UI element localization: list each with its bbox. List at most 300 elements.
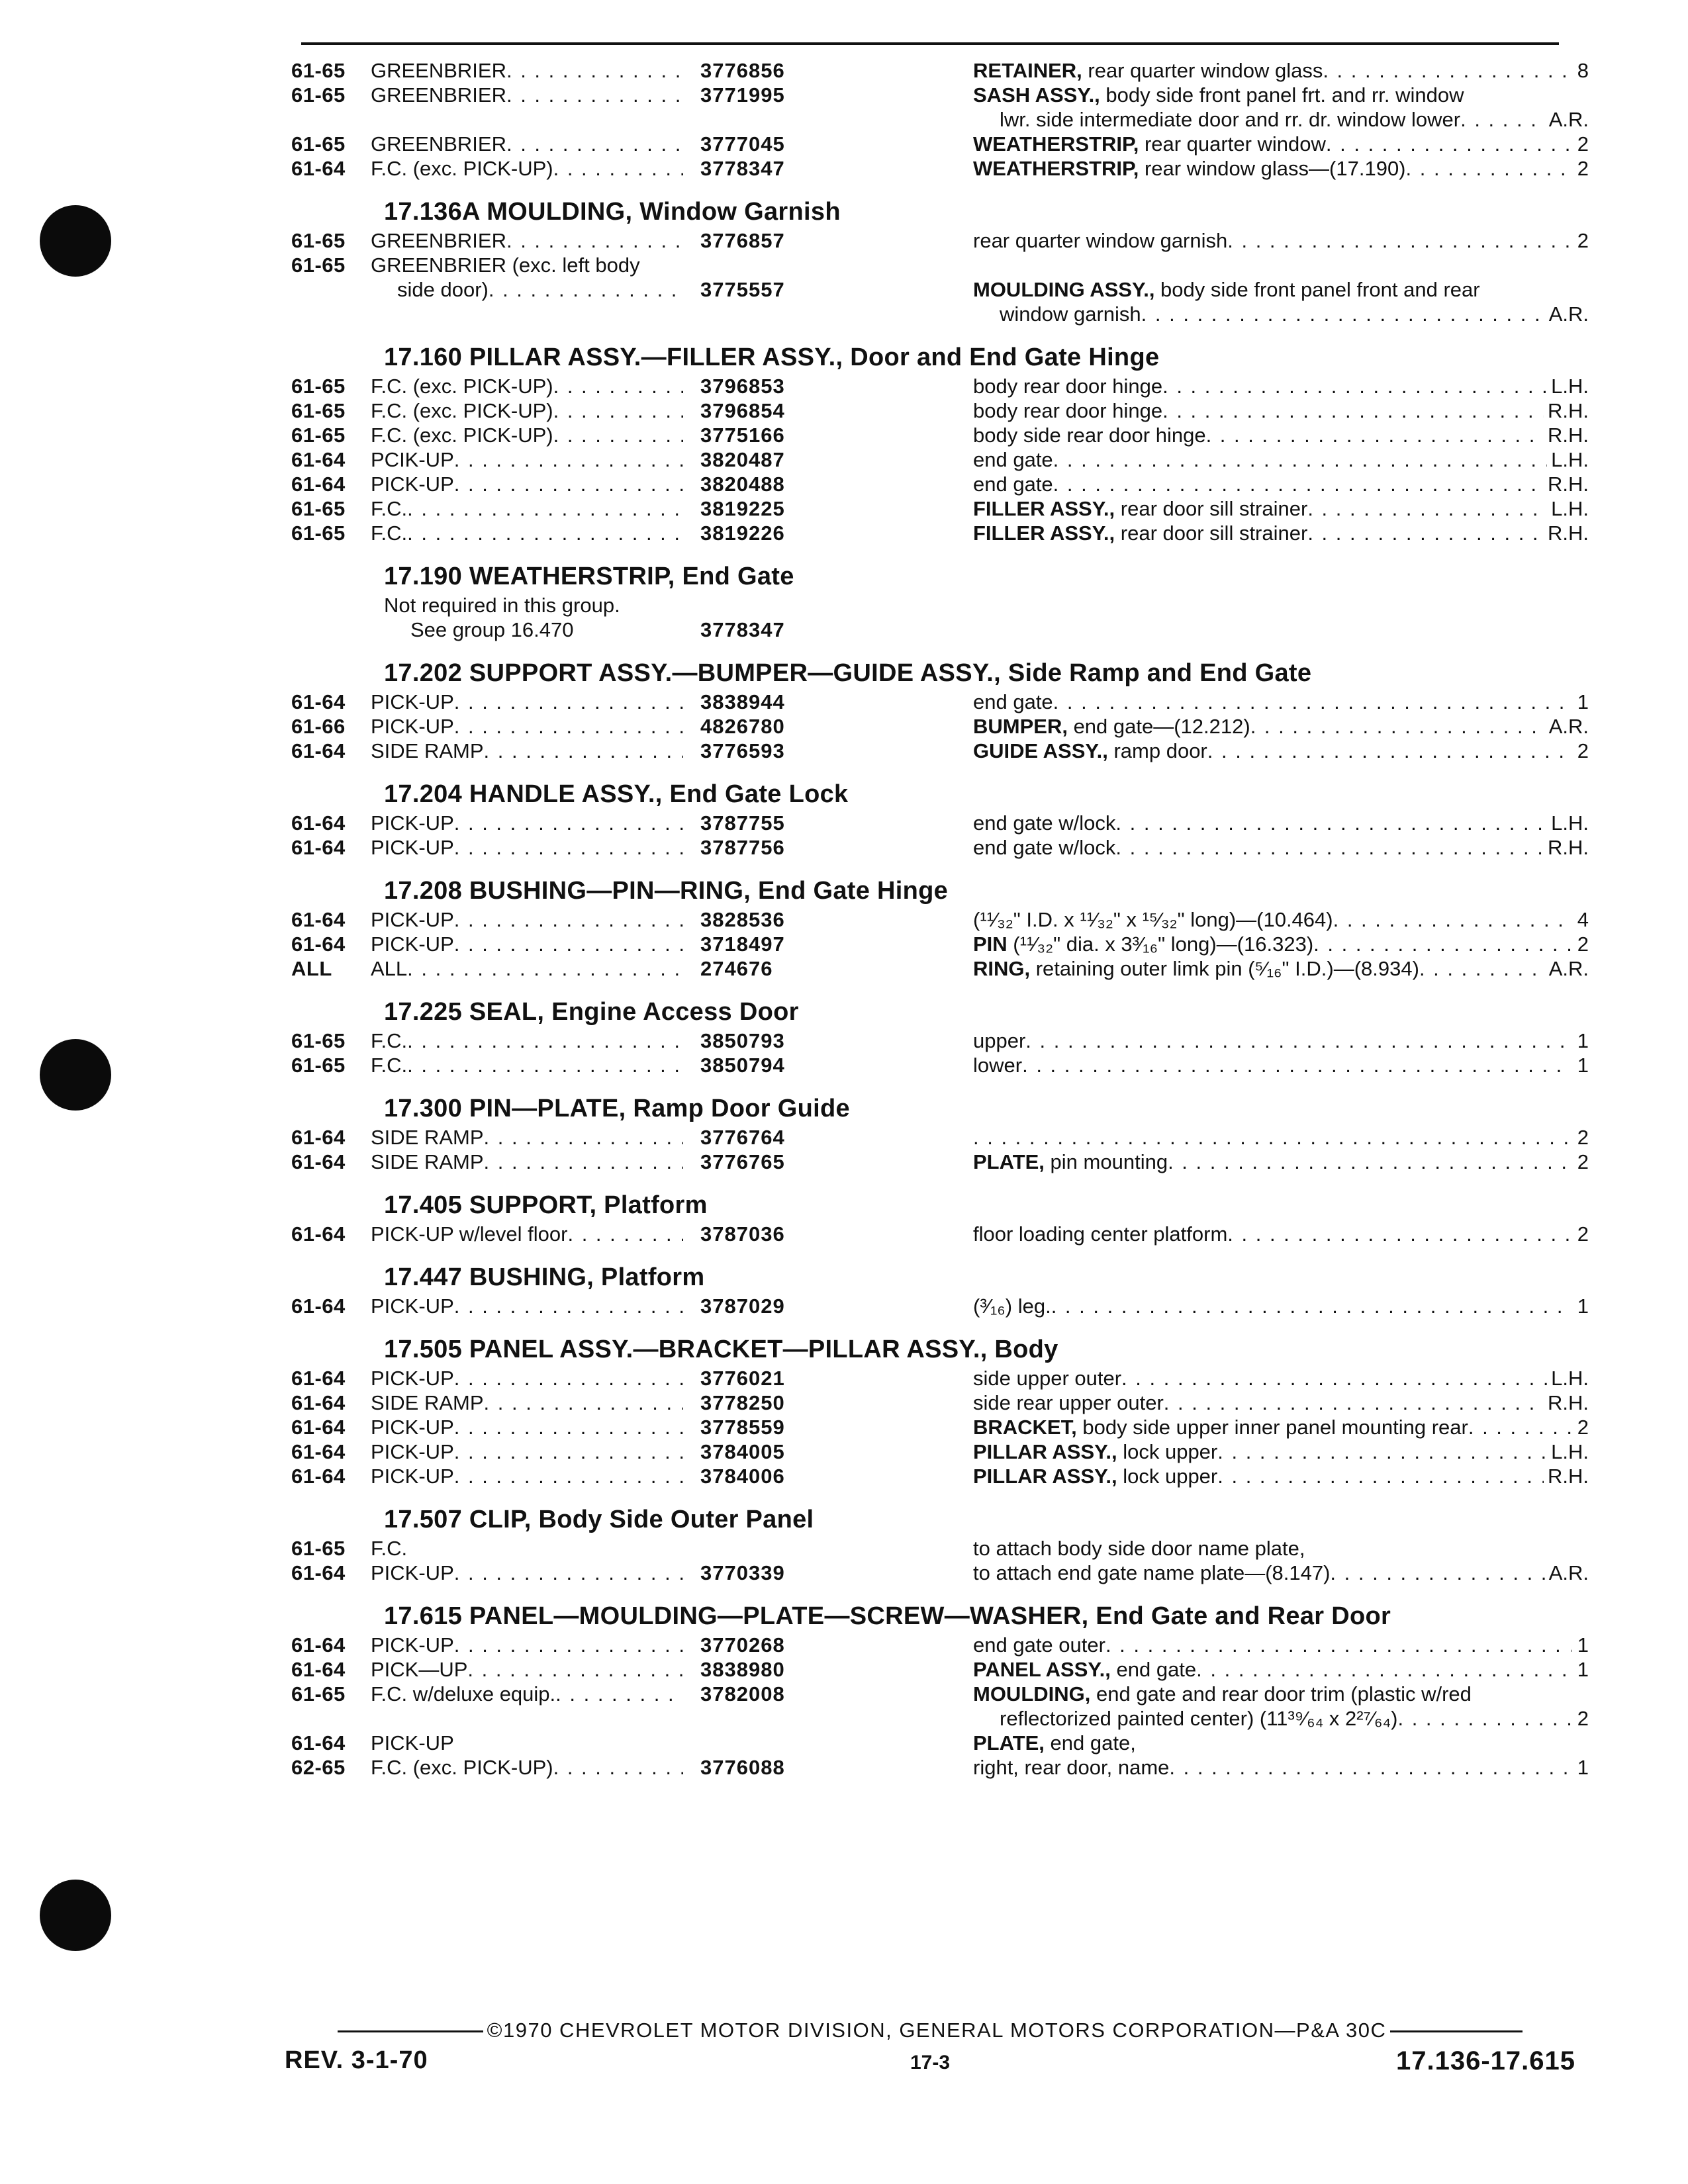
description-leader-dots bbox=[1330, 1561, 1544, 1585]
model-leader-dots bbox=[407, 1028, 683, 1053]
description-text bbox=[973, 423, 1206, 447]
description-text bbox=[973, 1682, 1472, 1706]
parts-row bbox=[291, 1366, 1589, 1390]
model-cell bbox=[371, 253, 695, 277]
description-line bbox=[973, 1755, 1589, 1780]
description-text bbox=[973, 1028, 1025, 1053]
model-leader-dots bbox=[454, 1294, 683, 1318]
model-years: 61-64 bbox=[291, 933, 346, 956]
part-name: RETAINER, bbox=[973, 59, 1082, 82]
description-cell bbox=[973, 956, 1589, 981]
revision-date: REV. 3-1-70 bbox=[285, 2046, 428, 2074]
description-cell bbox=[973, 1125, 1589, 1150]
part-number: 3776088 bbox=[700, 1756, 785, 1779]
part-description: end gate bbox=[973, 690, 1053, 713]
model-cell bbox=[371, 1053, 695, 1077]
model-leader-dots bbox=[454, 472, 683, 496]
model-years: 61-64 bbox=[291, 836, 346, 859]
group-range: 17.136-17.615 bbox=[1395, 2046, 1575, 2075]
description-line bbox=[973, 521, 1589, 545]
model-leader-dots bbox=[567, 1222, 683, 1246]
binder-hole-middle bbox=[40, 1039, 111, 1111]
parts-row bbox=[291, 714, 1589, 739]
part-number: 3820487 bbox=[700, 448, 785, 471]
description-cell bbox=[973, 374, 1589, 398]
quantity: R.H. bbox=[1548, 1391, 1589, 1414]
description-cell bbox=[973, 132, 1589, 156]
part-name: PLATE, bbox=[973, 1731, 1045, 1754]
part-description: end gate bbox=[973, 473, 1053, 496]
parts-row bbox=[291, 58, 1589, 83]
description-cell bbox=[973, 1561, 1589, 1585]
model-years: 61-64 bbox=[291, 1465, 346, 1488]
description-leader-dots bbox=[1053, 447, 1547, 472]
parts-row bbox=[291, 1053, 1589, 1077]
part-number: 3775166 bbox=[700, 424, 785, 447]
description-line bbox=[973, 811, 1589, 835]
part-description: (¹¹⁄₃₂" I.D. x ¹¹⁄₃₂" x ¹⁵⁄₃₂" long)—(10.464) bbox=[973, 908, 1333, 931]
description-leader-dots bbox=[1307, 496, 1547, 521]
part-number: 3782008 bbox=[700, 1682, 785, 1706]
description-text bbox=[973, 496, 1307, 521]
description-text bbox=[973, 1415, 1468, 1439]
part-number: 3778347 bbox=[700, 157, 785, 180]
model-years: 61-65 bbox=[291, 497, 346, 520]
model-name: PICK-UP bbox=[371, 908, 454, 931]
parts-row bbox=[291, 521, 1589, 545]
quantity: 2 bbox=[1577, 1222, 1589, 1246]
quantity: 2 bbox=[1577, 739, 1589, 762]
part-description: end gate bbox=[973, 448, 1053, 471]
description-line bbox=[973, 83, 1589, 107]
model-cell bbox=[371, 1222, 695, 1246]
description-text bbox=[973, 58, 1323, 83]
description-line bbox=[973, 1028, 1589, 1053]
description-cell bbox=[973, 811, 1589, 835]
model-years: 61-64 bbox=[291, 1416, 346, 1439]
description-line bbox=[973, 1366, 1589, 1390]
model-leader-dots bbox=[454, 1439, 683, 1464]
model-cell bbox=[371, 1028, 695, 1053]
model-name: PICK—UP bbox=[371, 1658, 468, 1681]
part-number: 3778250 bbox=[700, 1391, 785, 1414]
part-number: 3850794 bbox=[700, 1054, 785, 1077]
description-leader-dots bbox=[1250, 714, 1545, 739]
part-description: end gate—(12.212) bbox=[1067, 715, 1250, 738]
model-years: 61-64 bbox=[291, 1367, 346, 1390]
part-description: end gate bbox=[1110, 1658, 1197, 1681]
parts-row bbox=[291, 423, 1589, 447]
model-leader-dots bbox=[484, 739, 683, 763]
quantity: 2 bbox=[1577, 132, 1589, 156]
description-leader-dots bbox=[1105, 1633, 1571, 1657]
model-leader-dots bbox=[553, 374, 683, 398]
description-leader-dots bbox=[1115, 835, 1544, 860]
group-note: Not required in this group. bbox=[384, 594, 620, 617]
model-years: 61-64 bbox=[291, 690, 346, 713]
description-line bbox=[973, 398, 1589, 423]
model-name: PICK-UP w/level floor bbox=[371, 1222, 568, 1246]
model-name: PICK-UP bbox=[371, 1731, 454, 1754]
part-description: rear window glass—(17.190) bbox=[1139, 157, 1406, 180]
part-name: PIN bbox=[973, 933, 1008, 956]
description-text bbox=[973, 907, 1333, 932]
parts-row bbox=[291, 277, 1589, 326]
model-leader-dots bbox=[484, 1150, 683, 1174]
part-description: lock upper bbox=[1117, 1465, 1218, 1488]
description-cell bbox=[973, 1415, 1589, 1439]
description-line bbox=[973, 58, 1589, 83]
model-name: PICK-UP bbox=[371, 836, 454, 859]
description-leader-dots bbox=[1162, 374, 1547, 398]
model-leader-dots bbox=[555, 1682, 683, 1706]
part-name: PLATE, bbox=[973, 1150, 1045, 1173]
parts-group bbox=[291, 341, 1589, 545]
part-number: 3776856 bbox=[700, 59, 785, 82]
part-description: (³⁄₁₆) leg. bbox=[973, 1295, 1051, 1318]
model-name: PICK-UP bbox=[371, 1561, 454, 1584]
part-name: WEATHERSTRIP, bbox=[973, 132, 1139, 156]
description-leader-dots bbox=[1227, 228, 1571, 253]
model-name: SIDE RAMP bbox=[371, 1391, 484, 1414]
model-years: 61-65 bbox=[291, 229, 346, 252]
part-number bbox=[695, 1536, 973, 1561]
quantity: A.R. bbox=[1548, 957, 1589, 980]
quantity: 2 bbox=[1577, 933, 1589, 956]
description-line bbox=[973, 956, 1589, 981]
part-name: PILLAR ASSY., bbox=[973, 1440, 1117, 1463]
description-leader-dots bbox=[1053, 690, 1571, 714]
description-leader-dots bbox=[1051, 1294, 1571, 1318]
group-heading: 17.190 WEATHERSTRIP, End Gate bbox=[384, 563, 794, 590]
description-continuation bbox=[973, 302, 1589, 326]
description-text bbox=[973, 1150, 1168, 1174]
model-cell bbox=[371, 156, 695, 181]
model-cell bbox=[371, 1633, 695, 1657]
part-description: side rear upper outer bbox=[973, 1391, 1164, 1414]
description-text bbox=[973, 1731, 1136, 1755]
model-years: 62-65 bbox=[291, 1756, 346, 1779]
description-line bbox=[973, 1053, 1589, 1077]
part-number: 3820488 bbox=[700, 473, 785, 496]
continuation-leader-dots bbox=[1460, 107, 1545, 132]
description-cell bbox=[973, 1390, 1589, 1415]
description-line bbox=[973, 1536, 1589, 1561]
part-description: rear quarter window glass bbox=[1082, 59, 1323, 82]
parts-row bbox=[291, 1028, 1589, 1053]
description-cell bbox=[973, 1294, 1589, 1318]
quantity: L.H. bbox=[1551, 448, 1589, 471]
parts-row bbox=[291, 1125, 1589, 1150]
model-name: F.C. (exc. PICK-UP) bbox=[371, 375, 553, 398]
quantity: L.H. bbox=[1551, 1440, 1589, 1463]
parts-row bbox=[291, 1731, 1589, 1755]
part-number: 3796854 bbox=[700, 399, 785, 422]
model-leader-dots bbox=[484, 1125, 683, 1150]
group-heading: 17.225 SEAL, Engine Access Door bbox=[384, 998, 799, 1026]
description-text bbox=[973, 132, 1326, 156]
top-rule bbox=[301, 42, 1559, 45]
parts-group bbox=[291, 1600, 1589, 1780]
quantity: R.H. bbox=[1548, 836, 1589, 859]
description-cell bbox=[973, 739, 1589, 763]
model-leader-dots bbox=[553, 423, 683, 447]
description-text bbox=[973, 277, 1480, 302]
model-cell bbox=[371, 1125, 695, 1150]
description-text bbox=[973, 739, 1207, 763]
quantity: R.H. bbox=[1548, 1465, 1589, 1488]
description-line bbox=[973, 739, 1589, 763]
description-cell bbox=[973, 1150, 1589, 1174]
model-cell bbox=[371, 521, 695, 545]
group-heading: 17.208 BUSHING—PIN—RING, End Gate Hinge bbox=[384, 877, 949, 905]
description-text bbox=[973, 1294, 1051, 1318]
description-cell bbox=[973, 1682, 1589, 1731]
description-line bbox=[973, 835, 1589, 860]
model-cell bbox=[371, 1150, 695, 1174]
part-name: SASH ASSY., bbox=[973, 83, 1100, 107]
model-years: 61-64 bbox=[291, 1731, 346, 1754]
parts-row bbox=[291, 1390, 1589, 1415]
description-text bbox=[973, 1536, 1305, 1561]
continuation-leader-dots bbox=[1141, 302, 1545, 326]
part-number: 3770339 bbox=[700, 1561, 785, 1584]
binder-hole-top bbox=[40, 205, 111, 277]
description-leader-dots bbox=[1217, 1464, 1544, 1488]
description-cell bbox=[973, 1222, 1589, 1246]
model-years: 61-64 bbox=[291, 908, 346, 931]
group-heading: 17.507 CLIP, Body Side Outer Panel bbox=[384, 1506, 814, 1533]
model-years: 61-64 bbox=[291, 473, 346, 496]
model-years: ALL bbox=[291, 957, 332, 980]
part-description: rear door sill strainer bbox=[1115, 497, 1308, 520]
model-years: 61-64 bbox=[291, 1126, 346, 1149]
model-cell bbox=[371, 58, 695, 83]
part-number: 3787029 bbox=[700, 1295, 785, 1318]
quantity: 2 bbox=[1577, 1126, 1589, 1149]
parts-row bbox=[291, 1657, 1589, 1682]
model-name: PICK-UP bbox=[371, 715, 454, 738]
parts-group bbox=[291, 1189, 1589, 1246]
page-number: 17-3 bbox=[910, 2052, 951, 2073]
model-cell bbox=[371, 496, 695, 521]
parts-catalog-page bbox=[291, 58, 1589, 1780]
model-cell bbox=[371, 956, 695, 981]
model-leader-dots bbox=[454, 447, 683, 472]
model-cell bbox=[371, 374, 695, 398]
description-text bbox=[973, 956, 1419, 981]
model-years: 61-64 bbox=[291, 1295, 346, 1318]
part-description: end gate w/lock bbox=[973, 836, 1116, 859]
group-note-reference bbox=[291, 617, 1589, 642]
model-name: F.C. bbox=[371, 1054, 408, 1077]
description-cell bbox=[973, 1366, 1589, 1390]
model-cell bbox=[371, 932, 695, 956]
part-description: (¹¹⁄₃₂" dia. x 3³⁄₁₆" long)—(16.323) bbox=[1007, 933, 1314, 956]
parts-group bbox=[291, 195, 1589, 326]
model-years: 61-64 bbox=[291, 739, 346, 762]
part-number: 3819226 bbox=[700, 522, 785, 545]
parts-row bbox=[291, 932, 1589, 956]
model-cell bbox=[371, 1682, 695, 1731]
quantity: 1 bbox=[1577, 1054, 1589, 1077]
model-name: GREENBRIER bbox=[371, 83, 506, 107]
quantity: 4 bbox=[1577, 908, 1589, 931]
model-leader-dots bbox=[506, 58, 683, 83]
description-text bbox=[973, 1439, 1217, 1464]
model-years: 61-65 bbox=[291, 83, 346, 107]
part-description: side upper outer bbox=[973, 1367, 1122, 1390]
part-number: 3787036 bbox=[700, 1222, 785, 1246]
part-number: 3770268 bbox=[700, 1633, 785, 1657]
parts-row bbox=[291, 447, 1589, 472]
parts-row bbox=[291, 835, 1589, 860]
part-number: 3776593 bbox=[700, 739, 785, 762]
description-line bbox=[973, 253, 1589, 277]
model-leader-dots bbox=[489, 277, 683, 302]
quantity: A.R. bbox=[1548, 1561, 1589, 1584]
model-cell bbox=[371, 835, 695, 860]
part-number: 3838980 bbox=[700, 1658, 785, 1681]
part-description: rear door sill strainer bbox=[1115, 522, 1308, 545]
model-name: PICK-UP bbox=[371, 1465, 454, 1488]
description-leader-dots bbox=[1169, 1755, 1571, 1780]
description-line bbox=[973, 714, 1589, 739]
parts-row bbox=[291, 1633, 1589, 1657]
parts-row bbox=[291, 1150, 1589, 1174]
model-cell bbox=[371, 811, 695, 835]
description-leader-dots bbox=[1419, 956, 1545, 981]
parts-group bbox=[291, 995, 1589, 1077]
part-description: rear quarter window bbox=[1139, 132, 1326, 156]
part-number: 3838944 bbox=[700, 690, 785, 713]
description-line bbox=[973, 907, 1589, 932]
model-leader-dots bbox=[454, 690, 683, 714]
description-leader-dots bbox=[1323, 58, 1571, 83]
group-heading: 17.615 PANEL—MOULDING—PLATE—SCREW—WASHER, End Gate and Rear Door bbox=[384, 1602, 1391, 1630]
description-line bbox=[973, 472, 1589, 496]
description-cell bbox=[973, 83, 1589, 132]
description-cell bbox=[973, 1053, 1589, 1077]
description-leader-dots bbox=[1162, 398, 1544, 423]
part-description: body side upper inner panel mounting rear bbox=[1076, 1416, 1468, 1439]
description-text bbox=[973, 1222, 1227, 1246]
continuation-text: window garnish bbox=[1000, 302, 1141, 326]
model-name: GREENBRIER bbox=[371, 229, 506, 252]
part-name: MOULDING, bbox=[973, 1682, 1091, 1706]
quantity: 1 bbox=[1577, 1633, 1589, 1657]
parts-row bbox=[291, 1755, 1589, 1780]
model-name: ALL bbox=[371, 957, 408, 980]
part-description: end gate and rear door trim (plastic w/red bbox=[1090, 1682, 1472, 1706]
description-line bbox=[973, 932, 1589, 956]
model-cell bbox=[371, 472, 695, 496]
part-number bbox=[695, 253, 973, 277]
description-cell bbox=[973, 1731, 1589, 1755]
description-text bbox=[973, 472, 1053, 496]
part-number: 3796853 bbox=[700, 375, 785, 398]
parts-row bbox=[291, 496, 1589, 521]
part-name: FILLER ASSY., bbox=[973, 497, 1115, 520]
model-name: F.C. w/deluxe equip. bbox=[371, 1682, 556, 1706]
model-leader-dots bbox=[454, 714, 683, 739]
description-leader-dots bbox=[1326, 132, 1571, 156]
description-cell bbox=[973, 1755, 1589, 1780]
description-line bbox=[973, 156, 1589, 181]
model-name: SIDE RAMP bbox=[371, 1126, 484, 1149]
model-cell bbox=[371, 1294, 695, 1318]
quantity: A.R. bbox=[1548, 715, 1589, 738]
model-years: 61-65 bbox=[291, 1054, 346, 1077]
description-cell bbox=[973, 228, 1589, 253]
description-line bbox=[973, 1390, 1589, 1415]
model-name: F.C. (exc. PICK-UP) bbox=[371, 399, 553, 422]
model-years: 61-64 bbox=[291, 1440, 346, 1463]
part-description: body side rear door hinge bbox=[973, 424, 1206, 447]
description-cell bbox=[973, 423, 1589, 447]
part-description: retaining outer limk pin (⁵⁄₁₆" I.D.)—(8.934) bbox=[1030, 957, 1419, 980]
part-number: 3776765 bbox=[700, 1150, 785, 1173]
model-cell bbox=[371, 690, 695, 714]
model-leader-dots bbox=[454, 1415, 683, 1439]
model-leader-dots bbox=[553, 156, 683, 181]
parts-row bbox=[291, 1561, 1589, 1585]
description-line bbox=[973, 277, 1589, 302]
model-cell bbox=[371, 398, 695, 423]
part-description: end gate outer bbox=[973, 1633, 1105, 1657]
description-cell bbox=[973, 277, 1589, 326]
description-leader-dots bbox=[1217, 1439, 1547, 1464]
model-name: F.C. bbox=[371, 1537, 408, 1560]
part-number: 4826780 bbox=[700, 715, 785, 738]
continuation-quantity: 2 bbox=[1577, 1707, 1589, 1730]
description-cell bbox=[973, 253, 1589, 277]
description-line bbox=[973, 1682, 1589, 1706]
part-description: body side front panel front and rear bbox=[1154, 278, 1480, 301]
part-name: PANEL ASSY., bbox=[973, 1658, 1111, 1681]
parts-row bbox=[291, 374, 1589, 398]
description-leader-dots bbox=[1207, 739, 1571, 763]
description-cell bbox=[973, 714, 1589, 739]
part-name: FILLER ASSY., bbox=[973, 522, 1115, 545]
model-cell bbox=[371, 1439, 695, 1464]
part-name: GUIDE ASSY., bbox=[973, 739, 1108, 762]
description-line bbox=[973, 1222, 1589, 1246]
model-leader-dots bbox=[454, 835, 683, 860]
parts-row bbox=[291, 1464, 1589, 1488]
model-leader-dots bbox=[454, 1561, 683, 1585]
model-leader-dots bbox=[454, 1633, 683, 1657]
quantity: 2 bbox=[1577, 229, 1589, 252]
description-leader-dots bbox=[1025, 1028, 1571, 1053]
part-number: 3850793 bbox=[700, 1029, 785, 1052]
model-name: PICK-UP bbox=[371, 473, 454, 496]
parts-row bbox=[291, 690, 1589, 714]
model-leader-dots bbox=[407, 496, 683, 521]
model-name: PICK-UP bbox=[371, 933, 454, 956]
model-years: 61-64 bbox=[291, 1561, 346, 1584]
part-number bbox=[695, 1731, 973, 1755]
description-line bbox=[973, 1439, 1589, 1464]
quantity: 1 bbox=[1577, 1658, 1589, 1681]
description-text bbox=[973, 1561, 1330, 1585]
part-description: body side front panel frt. and rr. window bbox=[1100, 83, 1464, 107]
description-text bbox=[973, 398, 1162, 423]
part-number: 274676 bbox=[700, 957, 773, 980]
group-heading: 17.300 PIN—PLATE, Ramp Door Guide bbox=[384, 1095, 850, 1122]
model-years: 61-64 bbox=[291, 811, 346, 835]
continuation-text: lwr. side intermediate door and rr. dr. window lower bbox=[1000, 108, 1461, 131]
